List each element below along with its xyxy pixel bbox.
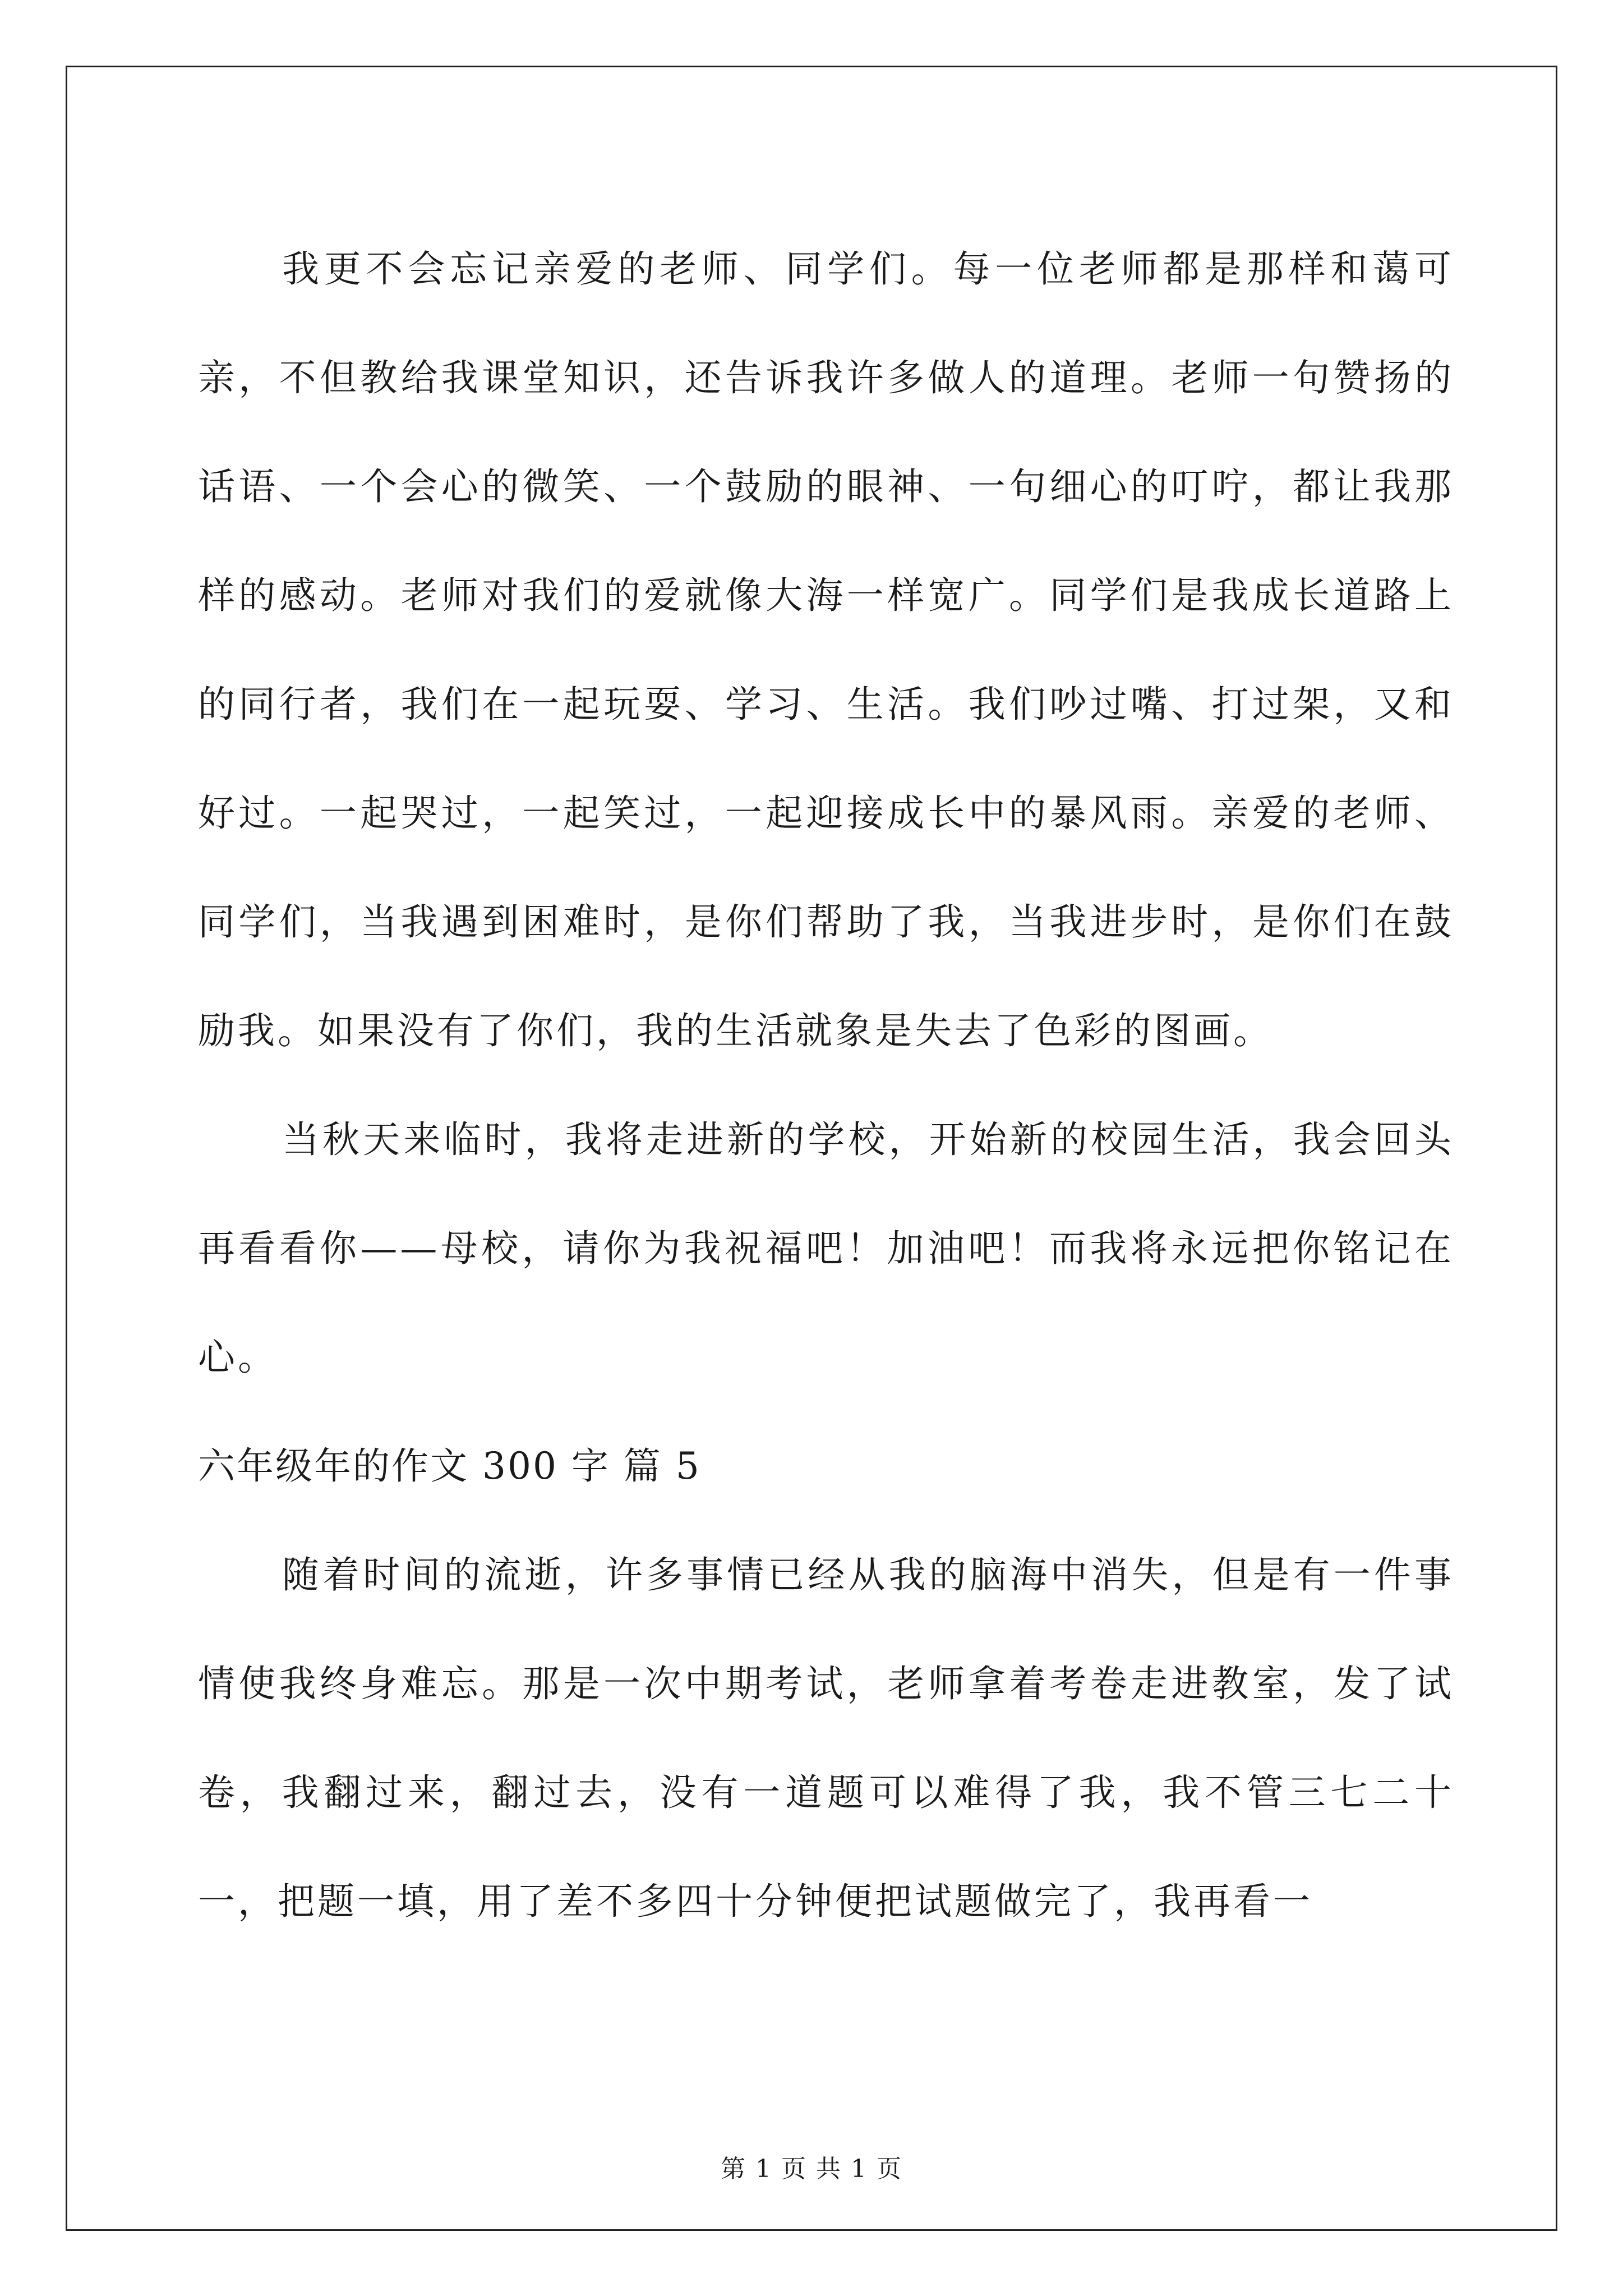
paragraph-teachers: [198, 215, 1454, 1085]
text-line: 爱的老师、同学们，当我遇到困难时，是你们帮助了我，当我进步时，: [198, 792, 1455, 944]
text-line: 我更不会忘记亲爱的老师、同学们。每一位老师都是那样和蔼可: [282, 247, 1454, 291]
document-body: [198, 215, 1454, 1956]
paragraph-exam: [198, 1521, 1454, 1956]
page-footer: 第 1 页 共 1 页: [721, 2155, 902, 2183]
text-line: 随着时间的流逝，许多事情已经从我的脑海中消失，但是有一件: [282, 1553, 1414, 1596]
text-line: 是你们在鼓励我。如果没有了你们，我的生活就象是失去了色彩的图: [198, 900, 1455, 1052]
paragraph-autumn: [198, 1085, 1454, 1412]
text-line: 架，又和好过。一起哭过，一起笑过，一起迎接成长中的暴风雨。亲: [198, 683, 1455, 835]
heading-text: 六年级年的作文 300 字 篇 5: [198, 1444, 701, 1488]
text-line: 画。: [1193, 1009, 1273, 1052]
text-line: 记在心。: [198, 1227, 1455, 1379]
text-line: 头再看看你——母校，请你为我祝福吧！加油吧！而我将永远把你铭: [198, 1118, 1454, 1270]
text-line: 的话语、一个会心的微笑、一个鼓励的眼神、一句细心的叮咛，都让: [198, 356, 1454, 508]
text-line: 当秋天来临时，我将走进新的学校，开始新的校园生活，我会回: [282, 1118, 1414, 1161]
text-line: 二十一，把题一填，用了差不多四十分钟便把试题做完了，我再看一: [198, 1771, 1455, 1923]
text-line: 道路上的同行者，我们在一起玩耍、学习、生活。我们吵过嘴、打过: [198, 574, 1455, 726]
text-line: 了试卷，我翻过来，翻过去，没有一道题可以难得了我，我不管三七: [198, 1662, 1455, 1814]
text-line: 事情使我终身难忘。那是一次中期考试，老师拿着考卷走进教室，发: [198, 1553, 1454, 1705]
section-heading: [198, 1412, 1454, 1521]
text-line: 亲，不但教给我课堂知识，还告诉我许多做人的道理。老师一句赞扬: [198, 356, 1414, 399]
text-line: 我那样的感动。老师对我们的爱就像大海一样宽广。同学们是我成长: [198, 465, 1455, 617]
